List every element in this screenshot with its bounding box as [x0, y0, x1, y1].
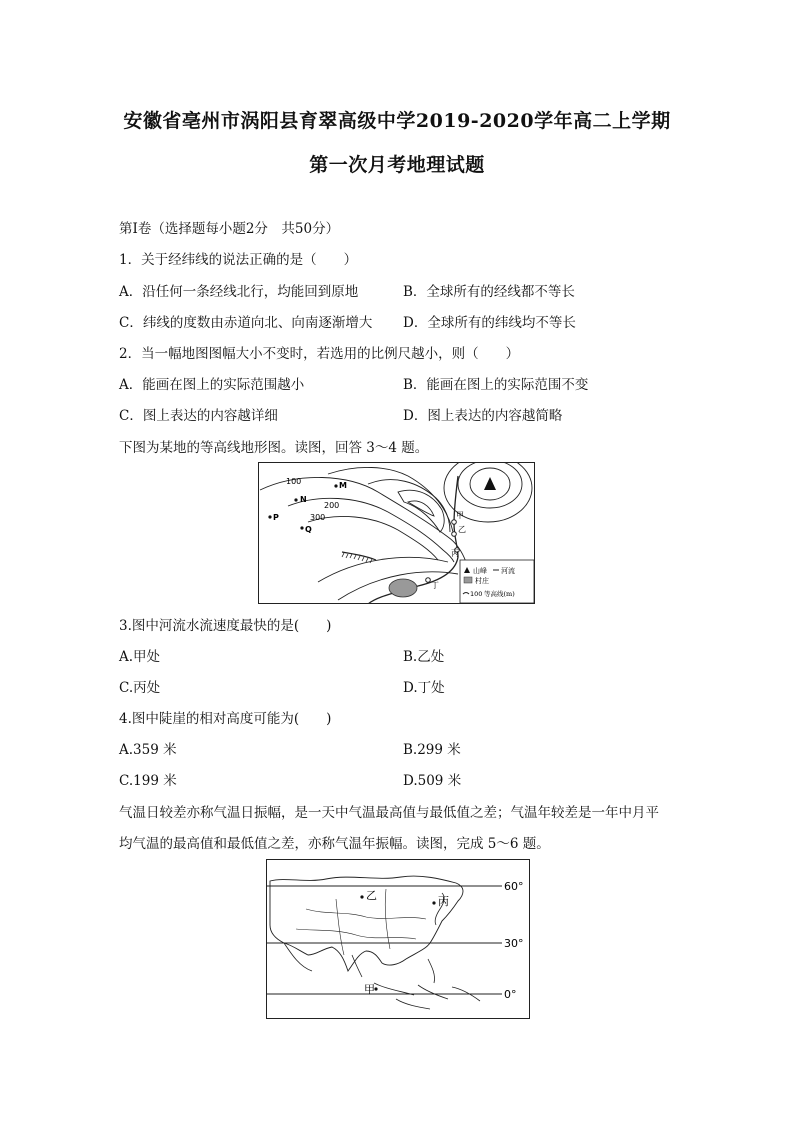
q1-stem: 1．关于经纬线的说法正确的是（ ） — [119, 252, 358, 268]
lat-label-60: 60° — [504, 880, 524, 893]
asia-map-figure — [266, 859, 530, 1019]
point-m: M — [339, 481, 347, 490]
section-heading: 第Ⅰ卷（选择题每小题2分 共50分） — [119, 221, 340, 237]
point-q: Q — [305, 525, 312, 534]
place-yi: 乙 — [366, 889, 377, 902]
river-point-yi: 乙 — [458, 525, 466, 534]
lat-label-30: 30° — [504, 937, 524, 950]
contour-label-300: 300 — [310, 513, 326, 522]
q4-option-b: B.299 米 — [403, 742, 461, 758]
point-n: N — [300, 495, 307, 504]
place-jia: 甲 — [364, 983, 375, 996]
legend-contour-value: 100 — [470, 590, 483, 598]
contour-map-figure — [258, 462, 535, 604]
q1-option-a: A．沿任何一条经线北行，均能回到原地 — [119, 284, 359, 300]
intro-5-6-line2: 均气温的最高值和最低值之差，亦称气温年振幅。读图，完成 5～6 题。 — [119, 836, 550, 852]
q3-stem: 3.图中河流水流速度最快的是( ) — [119, 618, 332, 634]
q1-option-c: C．纬线的度数由赤道向北、向南逐渐增大 — [119, 315, 373, 331]
q2-stem: 2．当一幅地图图幅大小不变时，若选用的比例尺越小，则（ ） — [119, 346, 520, 362]
point-p: P — [273, 513, 279, 522]
q3-option-a: A.甲处 — [119, 649, 161, 665]
q1-option-d: D．全球所有的纬线均不等长 — [403, 315, 576, 331]
contour-label-100: 100 — [286, 477, 302, 486]
river-point-bing: 丙 — [451, 549, 459, 558]
contour-label-200: 200 — [324, 501, 340, 510]
page-title-line2: 第一次月考地理试题 — [309, 154, 485, 176]
intro-5-6-line1: 气温日较差亦称气温日振幅，是一天中气温最高值与最低值之差；气温年较差是一年中月平 — [119, 805, 659, 821]
q3-option-b: B.乙处 — [403, 649, 445, 665]
legend-river-label: 河流 — [501, 567, 515, 575]
q2-option-c: C．图上表达的内容越详细 — [119, 408, 278, 424]
legend-village-label: 村庄 — [475, 577, 489, 585]
q4-stem: 4.图中陡崖的相对高度可能为( ) — [119, 711, 332, 727]
legend-peak-label: 山峰 — [473, 567, 487, 575]
q3-option-c: C.丙处 — [119, 680, 161, 696]
q2-option-b: B．能画在图上的实际范围不变 — [403, 377, 589, 393]
q2-option-a: A．能画在图上的实际范围越小 — [119, 377, 305, 393]
intro-3-4: 下图为某地的等高线地形图。读图，回答 3～4 题。 — [119, 440, 429, 456]
river-point-jia: 甲 — [456, 511, 464, 520]
q4-option-d: D.509 米 — [403, 773, 462, 789]
q4-option-a: A.359 米 — [119, 742, 177, 758]
lat-label-0: 0° — [504, 988, 517, 1001]
q2-option-d: D．图上表达的内容越简略 — [403, 408, 563, 424]
place-bing: 丙 — [438, 895, 449, 908]
q1-option-b: B．全球所有的经线都不等长 — [403, 284, 575, 300]
legend-contour-label: 等高线(m) — [484, 590, 515, 598]
q3-option-d: D.丁处 — [403, 680, 445, 696]
page-title-line1: 安徽省亳州市涡阳县育翠高级中学2019-2020学年高二上学期 — [123, 110, 671, 132]
river-point-ding: 丁 — [431, 581, 439, 590]
map-legend — [460, 560, 534, 603]
q4-option-c: C.199 米 — [119, 773, 177, 789]
